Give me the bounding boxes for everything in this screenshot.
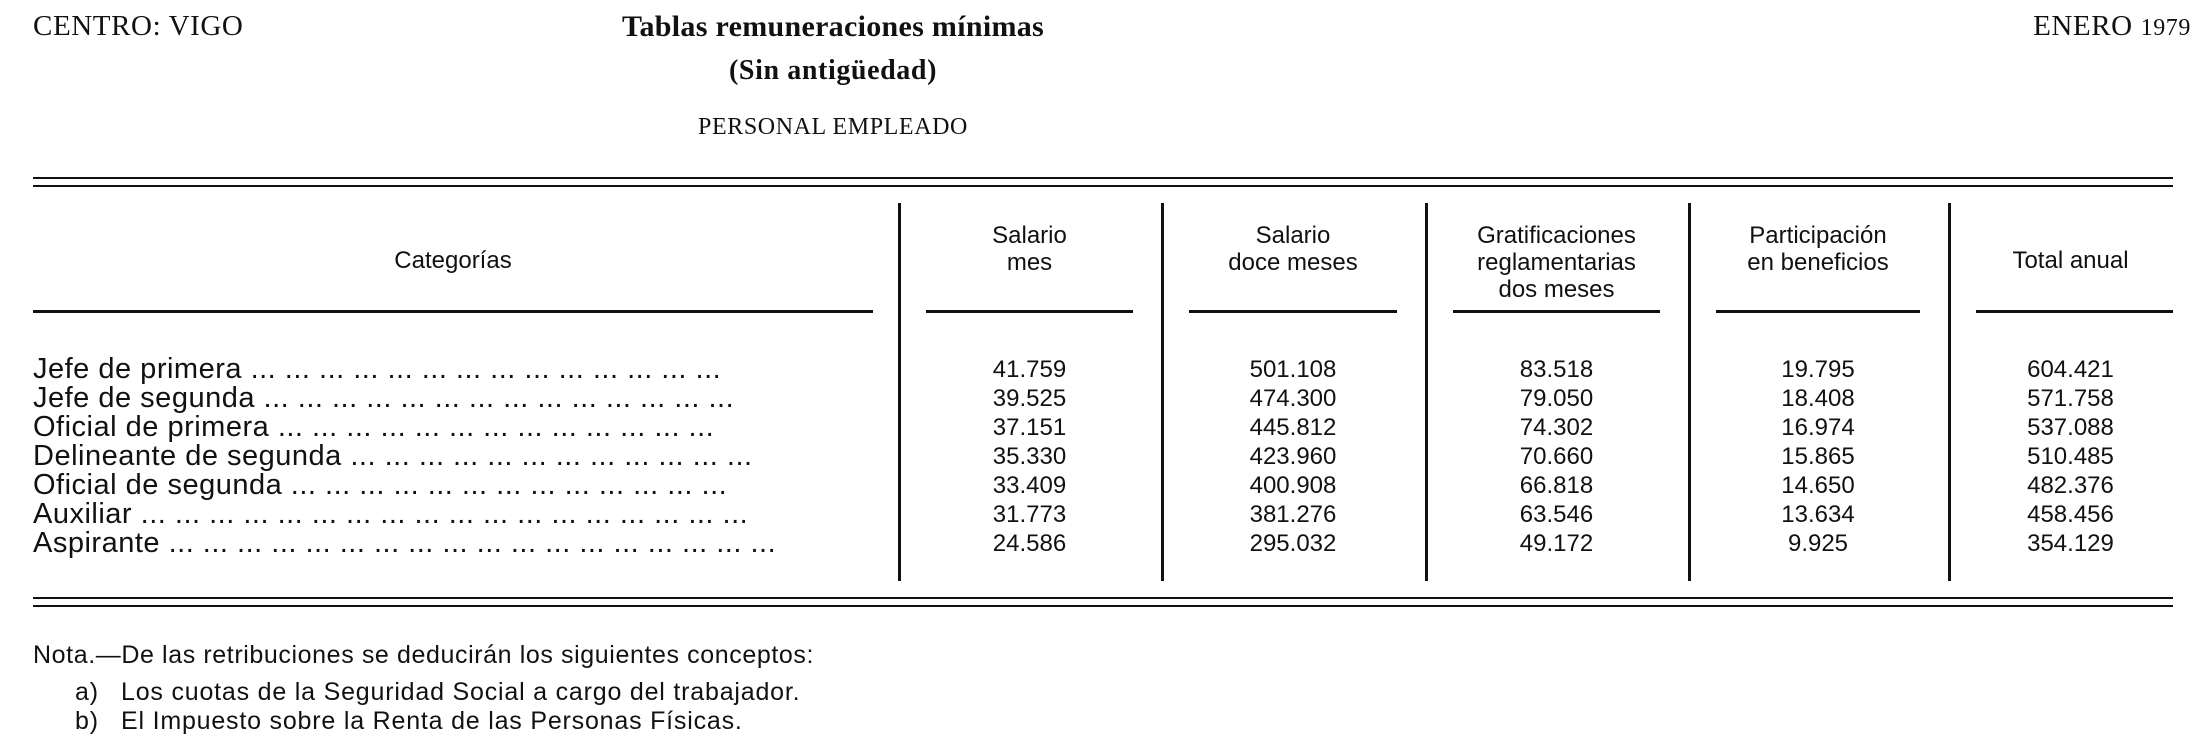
nota-item: [75, 680, 800, 705]
table-row: [0, 413, 2206, 442]
section-label: PERSONAL EMPLEADO: [698, 114, 968, 140]
gratificaciones-cell: 66.818: [1519, 472, 1594, 499]
nota-item: [75, 709, 743, 734]
total-anual-cell: 537.088: [2027, 414, 2114, 441]
salario-mes-cell: 41.759: [992, 356, 1067, 383]
column-rule-salario-mes: [926, 310, 1133, 313]
bottom-rule-lower: [33, 605, 2173, 607]
dot-leader: ... ... ... ... ... ... ... ... ... ... ... ...: [350, 442, 753, 471]
category-label: Delineante de segunda: [33, 442, 342, 471]
column-header-total-anual: Total anual: [2012, 247, 2129, 274]
gratificaciones-cell: 83.518: [1519, 356, 1594, 383]
table-row: [0, 529, 2206, 558]
salario-doce-meses-cell: 295.032: [1249, 530, 1337, 557]
category-cell: [33, 500, 873, 529]
category-cell: [33, 355, 873, 384]
total-anual-cell: 458.456: [2027, 501, 2114, 528]
dot-leader: ... ... ... ... ... ... ... ... ... ... ... ... ... ... ... ... ... ...: [140, 500, 749, 529]
dot-leader: ... ... ... ... ... ... ... ... ... ... ... ... ...: [290, 471, 728, 500]
column-header-participacion: Participación en beneficios: [1747, 222, 1889, 276]
total-anual-cell: 571.758: [2027, 385, 2114, 412]
total-anual-cell: 354.129: [2027, 530, 2114, 557]
column-rule-categorias: [33, 310, 873, 313]
salario-doce-meses-cell: 501.108: [1249, 356, 1337, 383]
document-subtitle: (Sin antigüedad): [729, 55, 937, 86]
participacion-cell: 13.634: [1781, 501, 1855, 528]
top-rule-upper: [33, 177, 2173, 179]
category-cell: [33, 442, 873, 471]
category-label: Oficial de segunda: [33, 471, 283, 500]
category-label: Oficial de primera: [33, 413, 270, 442]
nota-item-text: El Impuesto sobre la Renta de las Personas Físicas.: [121, 707, 743, 735]
participacion-cell: 9.925: [1787, 530, 1849, 557]
participacion-cell: 18.408: [1781, 385, 1855, 412]
dot-leader: ... ... ... ... ... ... ... ... ... ... ... ... ... ...: [263, 384, 735, 413]
salario-mes-cell: 37.151: [992, 414, 1067, 441]
category-cell: [33, 471, 873, 500]
gratificaciones-cell: 74.302: [1519, 414, 1594, 441]
dot-leader: ... ... ... ... ... ... ... ... ... ... ... ... ... ... ... ... ... ...: [168, 529, 777, 558]
table-row: [0, 500, 2206, 529]
salario-doce-meses-cell: 381.276: [1249, 501, 1337, 528]
salario-doce-meses-cell: 445.812: [1249, 414, 1337, 441]
gratificaciones-cell: 63.546: [1519, 501, 1594, 528]
category-label: Jefe de segunda: [33, 384, 255, 413]
nota-item-mark: a): [75, 678, 99, 706]
month-label: ENERO: [2033, 10, 2133, 42]
salario-doce-meses-cell: 474.300: [1249, 385, 1337, 412]
column-rule-gratificaciones: [1453, 310, 1660, 313]
dot-leader: ... ... ... ... ... ... ... ... ... ... ... ... ...: [277, 413, 715, 442]
column-header-salario-doce-meses: Salario doce meses: [1228, 222, 1358, 276]
salario-mes-cell: 24.586: [992, 530, 1067, 557]
column-rule-total-anual: [1976, 310, 2173, 313]
salario-mes-cell: 35.330: [992, 443, 1067, 470]
table-row: [0, 355, 2206, 384]
date-label: [2033, 12, 2191, 41]
total-anual-cell: 604.421: [2027, 356, 2114, 383]
total-anual-cell: 510.485: [2027, 443, 2114, 470]
salario-mes-cell: 39.525: [992, 385, 1067, 412]
participacion-cell: 19.795: [1781, 356, 1855, 383]
column-rule-participacion: [1716, 310, 1920, 313]
category-cell: [33, 529, 873, 558]
gratificaciones-cell: 49.172: [1519, 530, 1594, 557]
column-header-categorias: Categorías: [394, 247, 512, 274]
column-rule-salario-doce-meses: [1189, 310, 1397, 313]
gratificaciones-cell: 79.050: [1519, 385, 1594, 412]
table-row: [0, 384, 2206, 413]
salario-doce-meses-cell: 423.960: [1249, 443, 1337, 470]
year-label: 1979: [2140, 15, 2191, 41]
centro-label: CENTRO: VIGO: [33, 10, 244, 42]
nota-intro: Nota.—De las retribuciones se deducirán los siguientes conceptos:: [33, 641, 815, 669]
total-anual-cell: 482.376: [2027, 472, 2114, 499]
table-row: [0, 442, 2206, 471]
participacion-cell: 16.974: [1781, 414, 1855, 441]
salario-mes-cell: 33.409: [992, 472, 1067, 499]
salario-doce-meses-cell: 400.908: [1249, 472, 1337, 499]
dot-leader: ... ... ... ... ... ... ... ... ... ... ... ... ... ...: [250, 355, 722, 384]
participacion-cell: 15.865: [1781, 443, 1855, 470]
category-cell: [33, 384, 873, 413]
category-label: Auxiliar: [33, 500, 133, 529]
table-row: [0, 471, 2206, 500]
category-cell: [33, 413, 873, 442]
column-header-gratificaciones: Gratificaciones reglamentarias dos meses: [1477, 222, 1636, 303]
participacion-cell: 14.650: [1781, 472, 1855, 499]
gratificaciones-cell: 70.660: [1519, 443, 1594, 470]
category-label: Jefe de primera: [33, 355, 242, 384]
document-title: Tablas remuneraciones mínimas: [621, 10, 1045, 43]
top-rule-lower: [33, 185, 2173, 187]
nota-item-mark: b): [75, 707, 99, 735]
bottom-rule-upper: [33, 597, 2173, 599]
column-header-salario-mes: Salario mes: [992, 222, 1067, 276]
salario-mes-cell: 31.773: [992, 501, 1067, 528]
category-label: Aspirante: [33, 529, 161, 558]
nota-item-text: Los cuotas de la Seguridad Social a cargo del trabajador.: [121, 678, 801, 706]
